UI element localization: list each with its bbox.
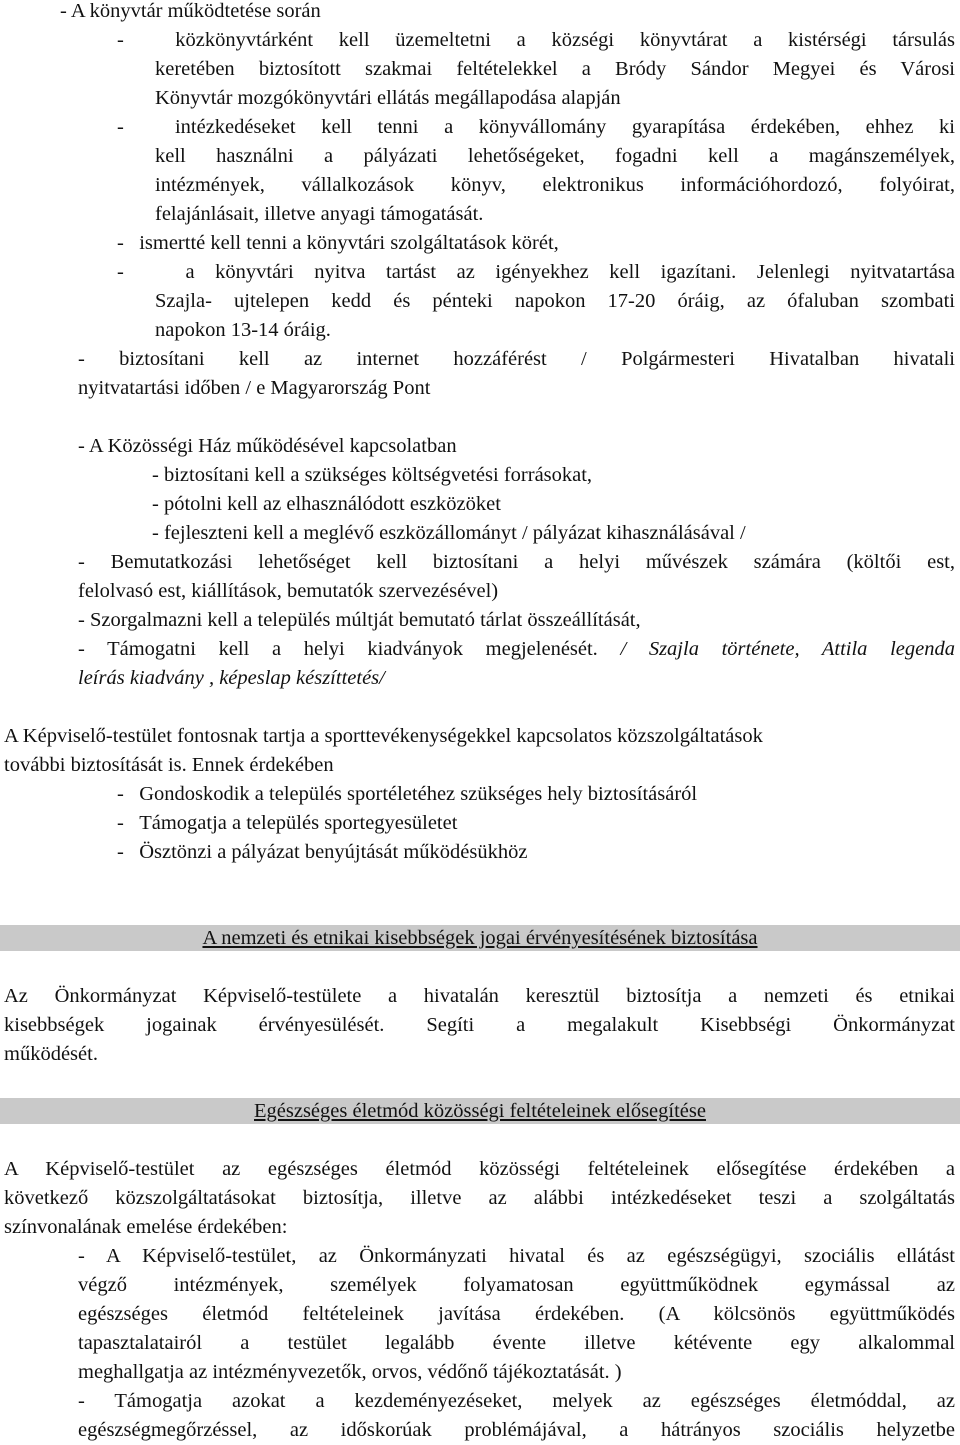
health-item-line: - A Képviselő-testület, az Önkormányzati hivatal és az egészségügyi, szociális ellátást	[78, 1245, 955, 1267]
minorities-paragraph-line: Az Önkormányzat Képviselő-testülete a hivatalán keresztül biztosítja a nemzeti és etnikai	[4, 985, 955, 1007]
section-title-banner	[0, 1098, 960, 1124]
health-paragraph-line: A Képviselő-testület az egészséges életmód közösségi feltételeinek elősegítése érdekében a	[4, 1158, 955, 1180]
library-item-line: - biztosítani kell az internet hozzáférést / Polgármesteri Hivatalban hivatali	[78, 348, 955, 370]
sports-paragraph-line: A Képviselő-testület fontosnak tartja a sporttevékenységekkel kapcsolatos közszolgáltatások	[4, 725, 763, 747]
minorities-paragraph-line: kisebbségek jogainak érvényesülését. Segíti a megalakult Kisebbségi Önkormányzat	[4, 1014, 955, 1036]
health-item-line: egészségmegőrzéssel, az időskorúak problémájával, a hátrányos szociális helyzetbe	[78, 1419, 955, 1441]
library-item-line: kell használni a pályázati lehetőségeket, fogadni kell a magánszemélyek,	[155, 145, 955, 167]
sports-item: - Ösztönzi a pályázat benyújtását működésükhöz	[117, 841, 528, 863]
health-paragraph-line: színvonalának emelése érdekében:	[4, 1216, 288, 1238]
library-heading: - A könyvtár működtetése során	[60, 0, 321, 22]
community-heading: - A Közösségi Ház működésével kapcsolatban	[78, 435, 457, 457]
sports-item: - Gondoskodik a település sportéletéhez szükséges hely biztosításáról	[117, 783, 698, 805]
library-item-line: - ismertté kell tenni a könyvtári szolgáltatások körét,	[117, 232, 559, 254]
health-item-line: egészséges életmód feltételeinek javítása érdekében. (A kölcsönös együttműködés	[78, 1303, 955, 1325]
library-item-line: - intézkedéseket kell tenni a könyvállomány gyarapítása érdekében, ehhez ki	[117, 116, 955, 138]
health-item-line: tapasztalatairól a testület legalább évente illetve kétévente egy alkalommal	[78, 1332, 955, 1354]
section-title: Egészséges életmód közösségi feltételeinek elősegítése	[254, 1100, 706, 1122]
community-paragraph-line: felolvasó est, kiállítások, bemutatók szervezésével)	[78, 580, 499, 602]
library-item-line: Szajla- ujtelepen kedd és pénteki napokon 17-20 óráig, az ófaluban szombati	[155, 290, 955, 312]
sports-item: - Támogatja a település sportegyesületet	[117, 812, 458, 834]
community-paragraph-line: - Bemutatkozási lehetőséget kell biztosítani a helyi művészek számára (költői est,	[78, 551, 955, 573]
library-item-line: - a könyvtári nyitva tartást az igényekhez kell igazítani. Jelenlegi nyitvatartása	[117, 261, 955, 283]
community-paragraph-line	[78, 635, 955, 664]
section-title: A nemzeti és etnikai kisebbségek jogai érvényesítésének biztosítása	[202, 927, 758, 949]
library-item-line: - közkönyvtárként kell üzemeltetni a községi könyvtárat a kistérségi társulás	[117, 29, 955, 51]
library-item-line: felajánlásait, illetve anyagi támogatását.	[155, 203, 484, 225]
library-item-line: napokon 13-14 óráig.	[155, 319, 331, 341]
community-paragraph-line: - Szorgalmazni kell a település múltját bemutató tárlat összeállítását,	[78, 609, 641, 631]
community-paragraph-line: leírás kiadvány , képeslap készíttetés/	[78, 667, 385, 689]
library-item-line: Könyvtár mozgókönyvtári ellátás megállapodása alapján	[155, 87, 621, 109]
library-item-line: intézmények, vállalkozások könyv, elektronikus információhordozó, folyóirat,	[155, 174, 955, 196]
community-item: - fejleszteni kell a meglévő eszközállományt / pályázat kihasználásával /	[152, 522, 746, 544]
health-item-line: - Támogatja azokat a kezdeményezéseket, melyek az egészséges életmóddal, az	[78, 1390, 955, 1412]
health-item-line: végző intézmények, személyek folyamatosan együttműködnek egymással az	[78, 1274, 955, 1296]
section-title-banner	[0, 925, 960, 951]
library-item-line: keretében biztosított szakmai feltételekkel a Bródy Sándor Megyei és Városi	[155, 58, 955, 80]
community-paragraph-text: - Támogatni kell a helyi kiadványok megjelenését.	[78, 638, 621, 660]
sports-paragraph-line: további biztosítását is. Ennek érdekében	[4, 754, 334, 776]
community-item: - biztosítani kell a szükséges költségvetési forrásokat,	[152, 464, 593, 486]
community-item: - pótolni kell az elhasználódott eszközöket	[152, 493, 501, 515]
community-paragraph-italic: / Szajla története, Attila legenda	[620, 638, 955, 660]
library-item-line: nyitvatartási időben / e Magyarország Pont	[78, 377, 431, 399]
health-paragraph-line: következő közszolgáltatásokat biztosítja, illetve az alábbi intézkedéseket teszi a szolgáltatás	[4, 1187, 955, 1209]
minorities-paragraph-line: működését.	[4, 1043, 98, 1065]
health-item-line: meghallgatja az intézményvezetők, orvos, védőnő tájékoztatását. )	[78, 1361, 622, 1383]
